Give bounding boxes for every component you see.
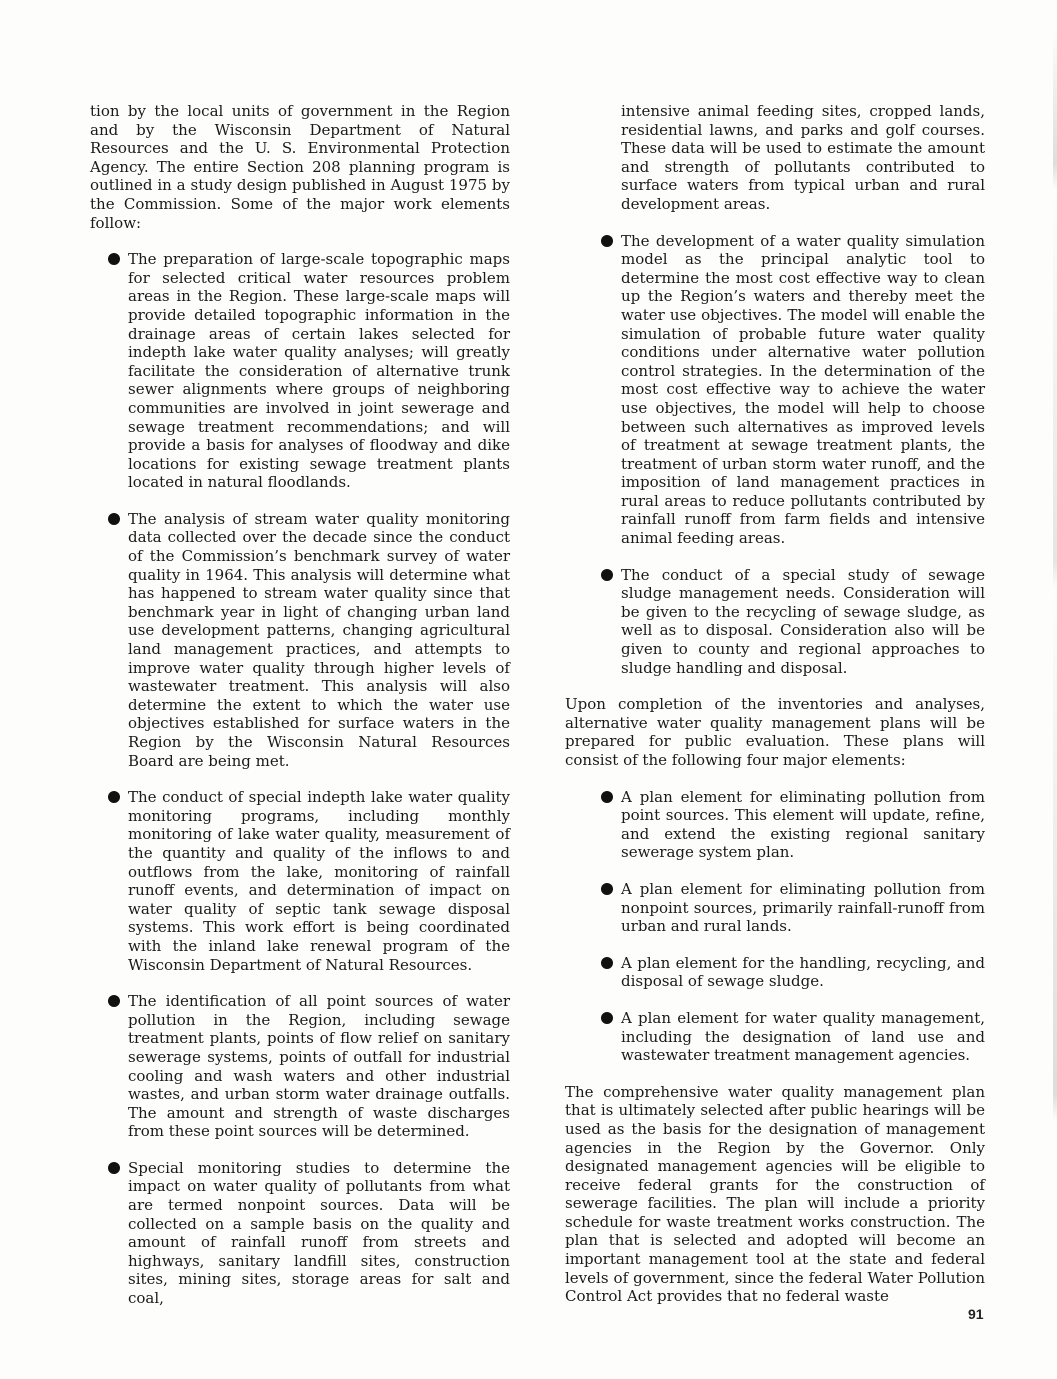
bullet-icon bbox=[601, 791, 613, 803]
bullet-icon bbox=[108, 995, 120, 1007]
list-item bbox=[128, 1159, 510, 1308]
list-item bbox=[128, 992, 510, 1141]
bullet-icon bbox=[601, 1012, 613, 1024]
list-item-text: A plan element for eliminating pollution from nonpoint sources, primarily rainfall-runoff from urban and rural lands. bbox=[621, 879, 985, 936]
plan-elements-list bbox=[621, 788, 985, 1065]
plans-intro-paragraph: Upon completion of the inventories and analyses, alternative water quality management plans will be prepared for public evaluation. These plans will consist of the following four major elements: bbox=[565, 695, 985, 769]
right-column bbox=[565, 102, 985, 1306]
list-item-text: The analysis of stream water quality monitoring data collected over the decade since the conduct of the Commission’s benchmark survey of water quality in 1964. This analysis will determine what has happened to stream water quality since that benchmark year in light of changing urban land use development patterns, changing agricultural land management practices, and attempts to improve water quality through higher levels of wastewater treatment. This analysis will also determine the extent to which the water use objectives established for surface waters in the Region by the Wisconsin Natural Resources Board are being met. bbox=[128, 509, 510, 770]
list-item bbox=[621, 880, 985, 936]
list-item bbox=[621, 566, 985, 678]
list-item-text: The preparation of large-scale topographic maps for selected critical water resources problem areas in the Region. These large-scale maps will provide detailed topographic information in the drainage areas of certain lakes selected for indepth lake water quality analyses; will greatly facilitate the consideration of alternative trunk sewer alignments where groups of neighboring communities are involved in joint sewerage and sewage treatment recommendations; and will provide a basis for analyses of floodway and dike locations for existing sewage treatment plants located in natural floodlands. bbox=[128, 250, 510, 492]
continuation-text: intensive animal feeding sites, cropped lands, residential lawns, and parks and golf courses. These data will be used to estimate the amount and strength of pollutants contributed to surface waters from typical urban and rural development areas. bbox=[621, 102, 985, 213]
bullet-icon bbox=[108, 791, 120, 803]
list-item-text: The conduct of special indepth lake water quality monitoring programs, including monthly monitoring of lake water quality, measurement of the quantity and quality of the inflows to and outflows from the lake, monitoring of rainfall runoff events, and determination of impact on water quality of septic tank sewage disposal systems. This work effort is being coordinated with the inland lake renewal program of the Wisconsin Department of Natural Resources. bbox=[128, 788, 510, 974]
left-column bbox=[90, 102, 510, 1326]
list-item-text: A plan element for the handling, recycling, and disposal of sewage sludge. bbox=[621, 953, 985, 991]
bullet-icon bbox=[108, 513, 120, 525]
intro-paragraph: tion by the local units of government in the Region and by the Wisconsin Department of Natural Resources and the U. S. Environmental Protection Agency. The entire Section 208 planning program is outlined in a study design published in August 1975 by the Commission. Some of the major work elements follow: bbox=[90, 102, 510, 232]
list-item bbox=[128, 510, 510, 770]
work-elements-list-left bbox=[128, 250, 510, 1307]
list-item bbox=[621, 232, 985, 548]
list-item bbox=[621, 788, 985, 862]
list-item-text: The conduct of a special study of sewage sludge management needs. Consideration will be given to the recycling of sewage sludge, as well as to disposal. Consideration also will be given to county and regional approaches to sludge handling and disposal. bbox=[621, 565, 985, 677]
bullet-icon bbox=[601, 569, 613, 581]
list-item-text: A plan element for water quality management, including the designation of land use and wastewater treatment management agencies. bbox=[621, 1008, 985, 1065]
list-item-text: Special monitoring studies to determine the impact on water quality of pollutants from what are termed nonpoint sources. Data will be collected on a sample basis on the quality and amount of rainfall runoff from streets and highways, sanitary landfill sites, construction sites, mining sites, storage areas for salt and coal, bbox=[128, 1158, 510, 1308]
page-number: 91 bbox=[968, 1306, 984, 1322]
list-item-text: The identification of all point sources of water pollution in the Region, including sewage treatment plants, points of flow relief on sanitary sewerage systems, points of outfall for industrial cooling and wash waters and other industrial wastes, and urban storm water drainage outfalls. The amount and strength of waste discharges from these point sources will be determined. bbox=[128, 992, 510, 1141]
bullet-icon bbox=[601, 883, 613, 895]
closing-paragraph: The comprehensive water quality management plan that is ultimately selected after public hearings will be used as the basis for the designation of management agencies in the Region by the Governor. Only designated management agencies will be eligible to receive federal grants for the construction of sewerage facilities. The plan will include a priority schedule for waste treatment works construction. The plan that is selected and adopted will become an important management tool at the state and federal levels of government, since the federal Water Pollution Control Act provides that no federal waste bbox=[565, 1082, 985, 1306]
list-item bbox=[128, 250, 510, 492]
list-item bbox=[621, 1009, 985, 1065]
list-item bbox=[128, 788, 510, 974]
bullet-icon bbox=[601, 235, 613, 247]
scan-edge-artifact bbox=[1053, 30, 1057, 1360]
list-item-text: A plan element for eliminating pollution from point sources. This element will update, refine, and extend the existing regional sanitary sewerage system plan. bbox=[621, 787, 985, 862]
continuation-block bbox=[621, 102, 985, 214]
list-item bbox=[621, 954, 985, 991]
bullet-icon bbox=[601, 957, 613, 969]
bullet-icon bbox=[108, 253, 120, 265]
work-elements-list-right bbox=[621, 232, 985, 678]
bullet-icon bbox=[108, 1162, 120, 1174]
list-item-text: The development of a water quality simulation model as the principal analytic tool to determine the most cost effective way to clean up the Region’s waters and thereby meet the water use objectives. The model will enable the simulation of probable future water quality conditions under alternative water pollution control strategies. In the determination of the most cost effective way to achieve the water use objectives, the model will help to choose between such alternatives as improved levels of treatment at sewage treatment plants, the treatment of urban storm water runoff, and the imposition of land management practices in rural areas to reduce pollutants contributed by rainfall runoff from farm fields and intensive animal feeding areas. bbox=[621, 231, 985, 548]
